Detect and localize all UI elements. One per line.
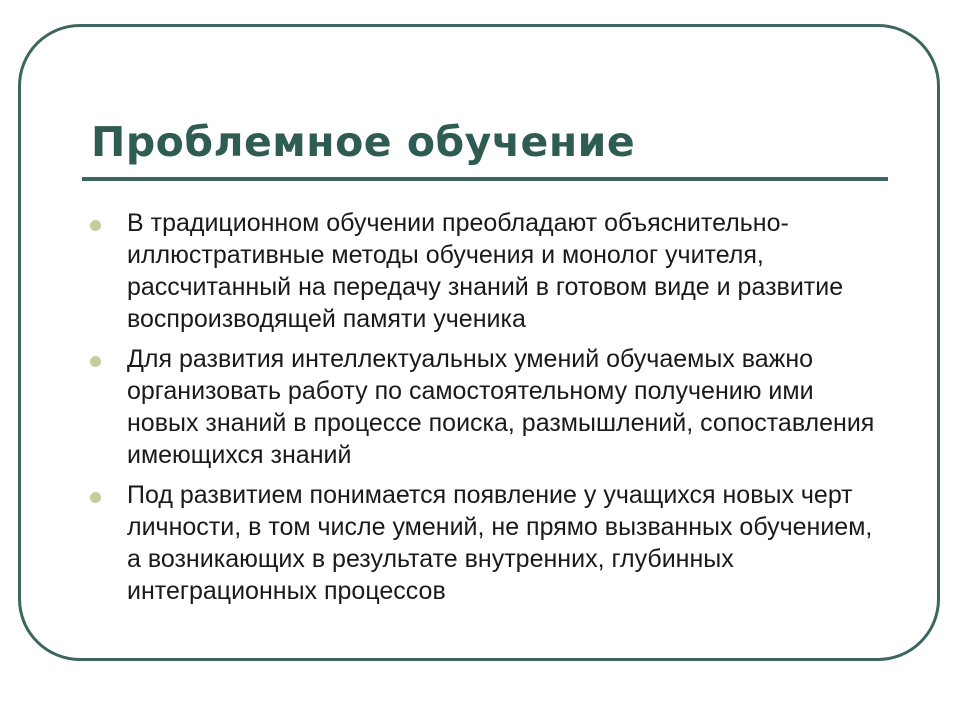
bullet-list bbox=[90, 207, 880, 615]
bullet-item bbox=[90, 343, 880, 471]
bullet-text: В традиционном обучении преобладают объяснительно-иллюстративные методы обучения и монолог учителя, рассчитанный на передачу знаний в готовом виде и развитие воспроизводящей памяти ученика bbox=[127, 209, 844, 333]
bullet-text: Под развитием понимается появление у учащихся новых черт личности, в том числе умений, не прямо вызванных обучением, а возникающих в результате внутренних, глубинных интеграционных процессов bbox=[127, 481, 873, 605]
bullet-dot-icon bbox=[90, 492, 101, 503]
title-underline bbox=[82, 177, 888, 181]
slide-title: Проблемное обучение bbox=[91, 118, 636, 166]
bullet-item bbox=[90, 479, 880, 607]
bullet-dot-icon bbox=[90, 356, 101, 367]
bullet-item bbox=[90, 207, 880, 335]
bullet-text: Для развития интеллектуальных умений обучаемых важно организовать работу по самостоятельному получению ими новых знаний в процессе поиска, размышлений, сопоставления имеющихся знаний bbox=[127, 345, 875, 469]
bullet-dot-icon bbox=[90, 220, 101, 231]
